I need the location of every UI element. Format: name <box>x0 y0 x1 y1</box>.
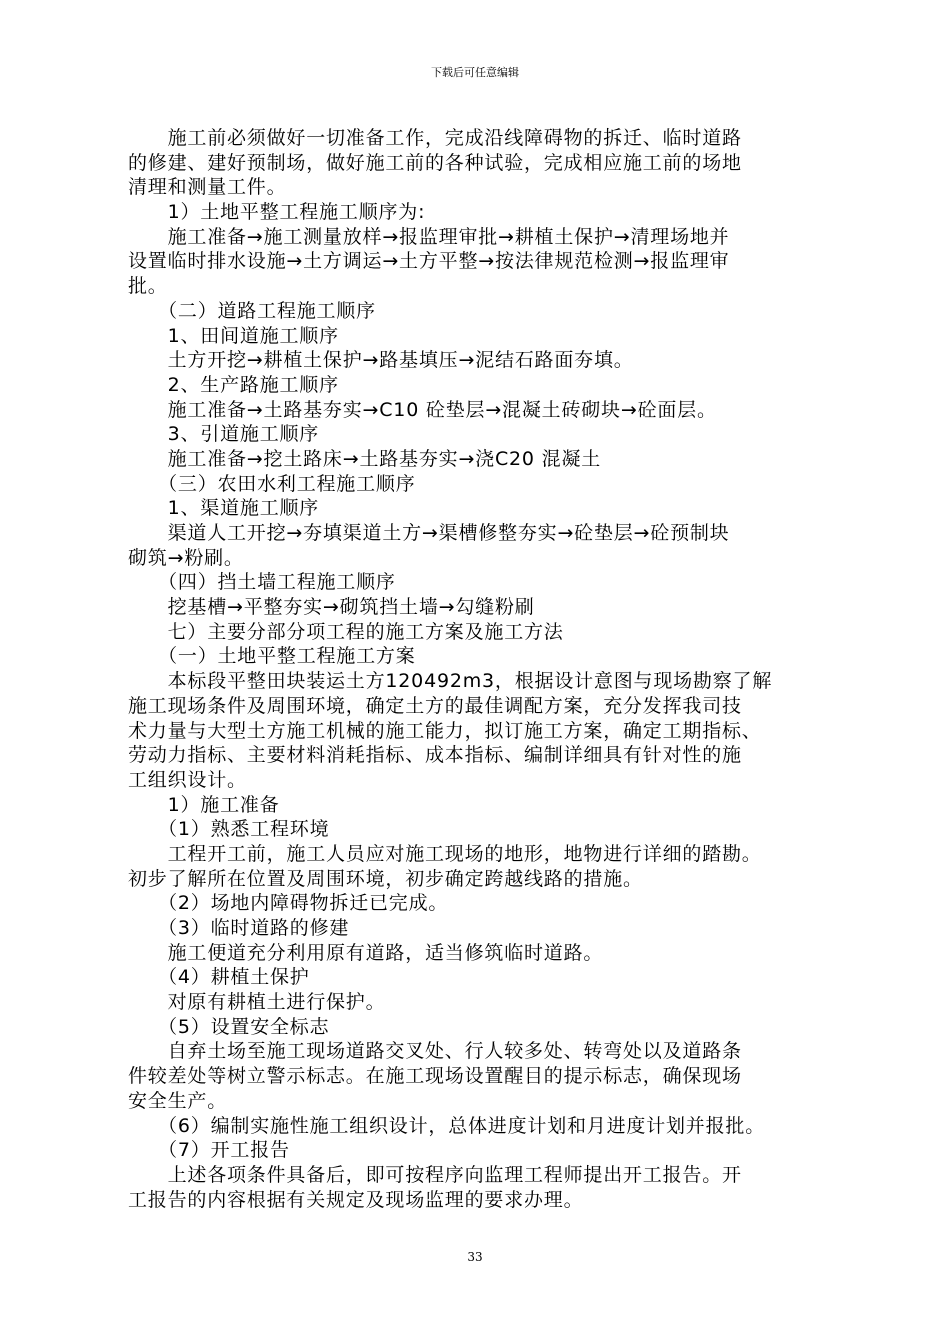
text-line: 的修建、建好预制场，做好施工前的各种试验，完成相应施工前的场地 <box>128 151 742 174</box>
text-line: 2、生产路施工顺序 <box>128 373 339 396</box>
text-line: 自弃土场至施工现场道路交叉处、行人较多处、转弯处以及道路条 <box>128 1040 742 1063</box>
text-line: 工程开工前，施工人员应对施工现场的地形，地物进行详细的踏勘。 <box>128 842 762 865</box>
text-line: （6）编制实施性施工组织设计，总体进度计划和月进度计划并报批。 <box>128 1114 765 1137</box>
text-line: （4）耕植土保护 <box>128 966 310 989</box>
text-line: 对原有耕植土进行保护。 <box>128 991 386 1014</box>
text-line: 施工准备→施工测量放样→报监理审批→耕植土保护→清理场地并 <box>128 225 730 248</box>
text-line: 工报告的内容根据有关规定及现场监理的要求办理。 <box>128 1188 584 1211</box>
text-line: 术力量与大型土方施工机械的施工能力，拟订施工方案，确定工期指标、 <box>128 719 762 742</box>
text-line: 设置临时排水设施→土方调运→土方平整→按法律规范检测→报监理审 <box>128 250 730 273</box>
text-line: 安全生产。 <box>128 1089 228 1112</box>
text-line: （三）农田水利工程施工顺序 <box>128 472 416 495</box>
text-line: 劳动力指标、主要材料消耗指标、成本指标、编制详细具有针对性的施 <box>128 744 742 767</box>
text-line: 施工便道充分利用原有道路，适当修筑临时道路。 <box>128 941 604 964</box>
text-line: 1、渠道施工顺序 <box>128 497 320 520</box>
text-line: 工组织设计。 <box>128 768 247 791</box>
text-line: 渠道人工开挖→夯填渠道土方→渠槽修整夯实→砼垫层→砼预制块 <box>128 522 730 544</box>
text-line: 土方开挖→耕植土保护→路基填压→泥结石路面夯填。 <box>128 349 634 372</box>
text-line: （7）开工报告 <box>128 1139 290 1162</box>
text-line: 施工准备→土路基夯实→C10 砼垫层→混凝土砖砌块→砼面层。 <box>128 398 717 421</box>
text-line: 3、引道施工顺序 <box>128 423 320 446</box>
text-line: 1）施工准备 <box>128 793 280 816</box>
text-line: （1）熟悉工程环境 <box>128 818 330 841</box>
text-line: 清理和测量工件。 <box>128 176 287 199</box>
text-line: （3）临时道路的修建 <box>128 917 350 939</box>
text-line: 施工前必须做好一切准备工作，完成沿线障碍物的拆迁、临时道路 <box>128 127 742 149</box>
text-line: （2）场地内障碍物拆迁已完成。 <box>128 892 449 915</box>
document-body <box>128 126 828 1212</box>
text-line: （二）道路工程施工顺序 <box>128 299 376 322</box>
text-line: （一）土地平整工程施工方案 <box>128 645 416 668</box>
text-line: 挖基槽→平整夯实→砌筑挡土墙→勾缝粉刷 <box>128 596 535 619</box>
text-line: 1、田间道施工顺序 <box>128 324 339 347</box>
text-line: 上述各项条件具备后，即可按程序向监理工程师提出开工报告。开 <box>128 1163 742 1186</box>
text-line: 件较差处等树立警示标志。在施工现场设置醒目的提示标志，确保现场 <box>128 1065 742 1088</box>
text-line: 初步了解所在位置及周围环境，初步确定跨越线路的措施。 <box>128 867 643 890</box>
text-line: （5）设置安全标志 <box>128 1015 330 1038</box>
text-line: 施工准备→挖土路床→土路基夯实→浇C20 混凝土 <box>128 447 602 470</box>
text-line: 施工现场条件及周围环境，确定土方的最佳调配方案，充分发挥我司技 <box>128 694 742 717</box>
text-line: 1）土地平整工程施工顺序为: <box>128 201 426 224</box>
text-line: （四）挡土墙工程施工顺序 <box>128 571 396 594</box>
text-line: 七）主要分部分项工程的施工方案及施工方法 <box>128 620 564 643</box>
text-line: 砌筑→粉刷。 <box>128 546 244 569</box>
page-number: 33 <box>467 1250 483 1264</box>
text-line: 批。 <box>128 275 168 298</box>
text-line: 本标段平整田块装运土方120492m3，根据设计意图与现场勘察了解 <box>128 670 773 693</box>
page-header: 下载后可任意编辑 <box>431 66 519 79</box>
